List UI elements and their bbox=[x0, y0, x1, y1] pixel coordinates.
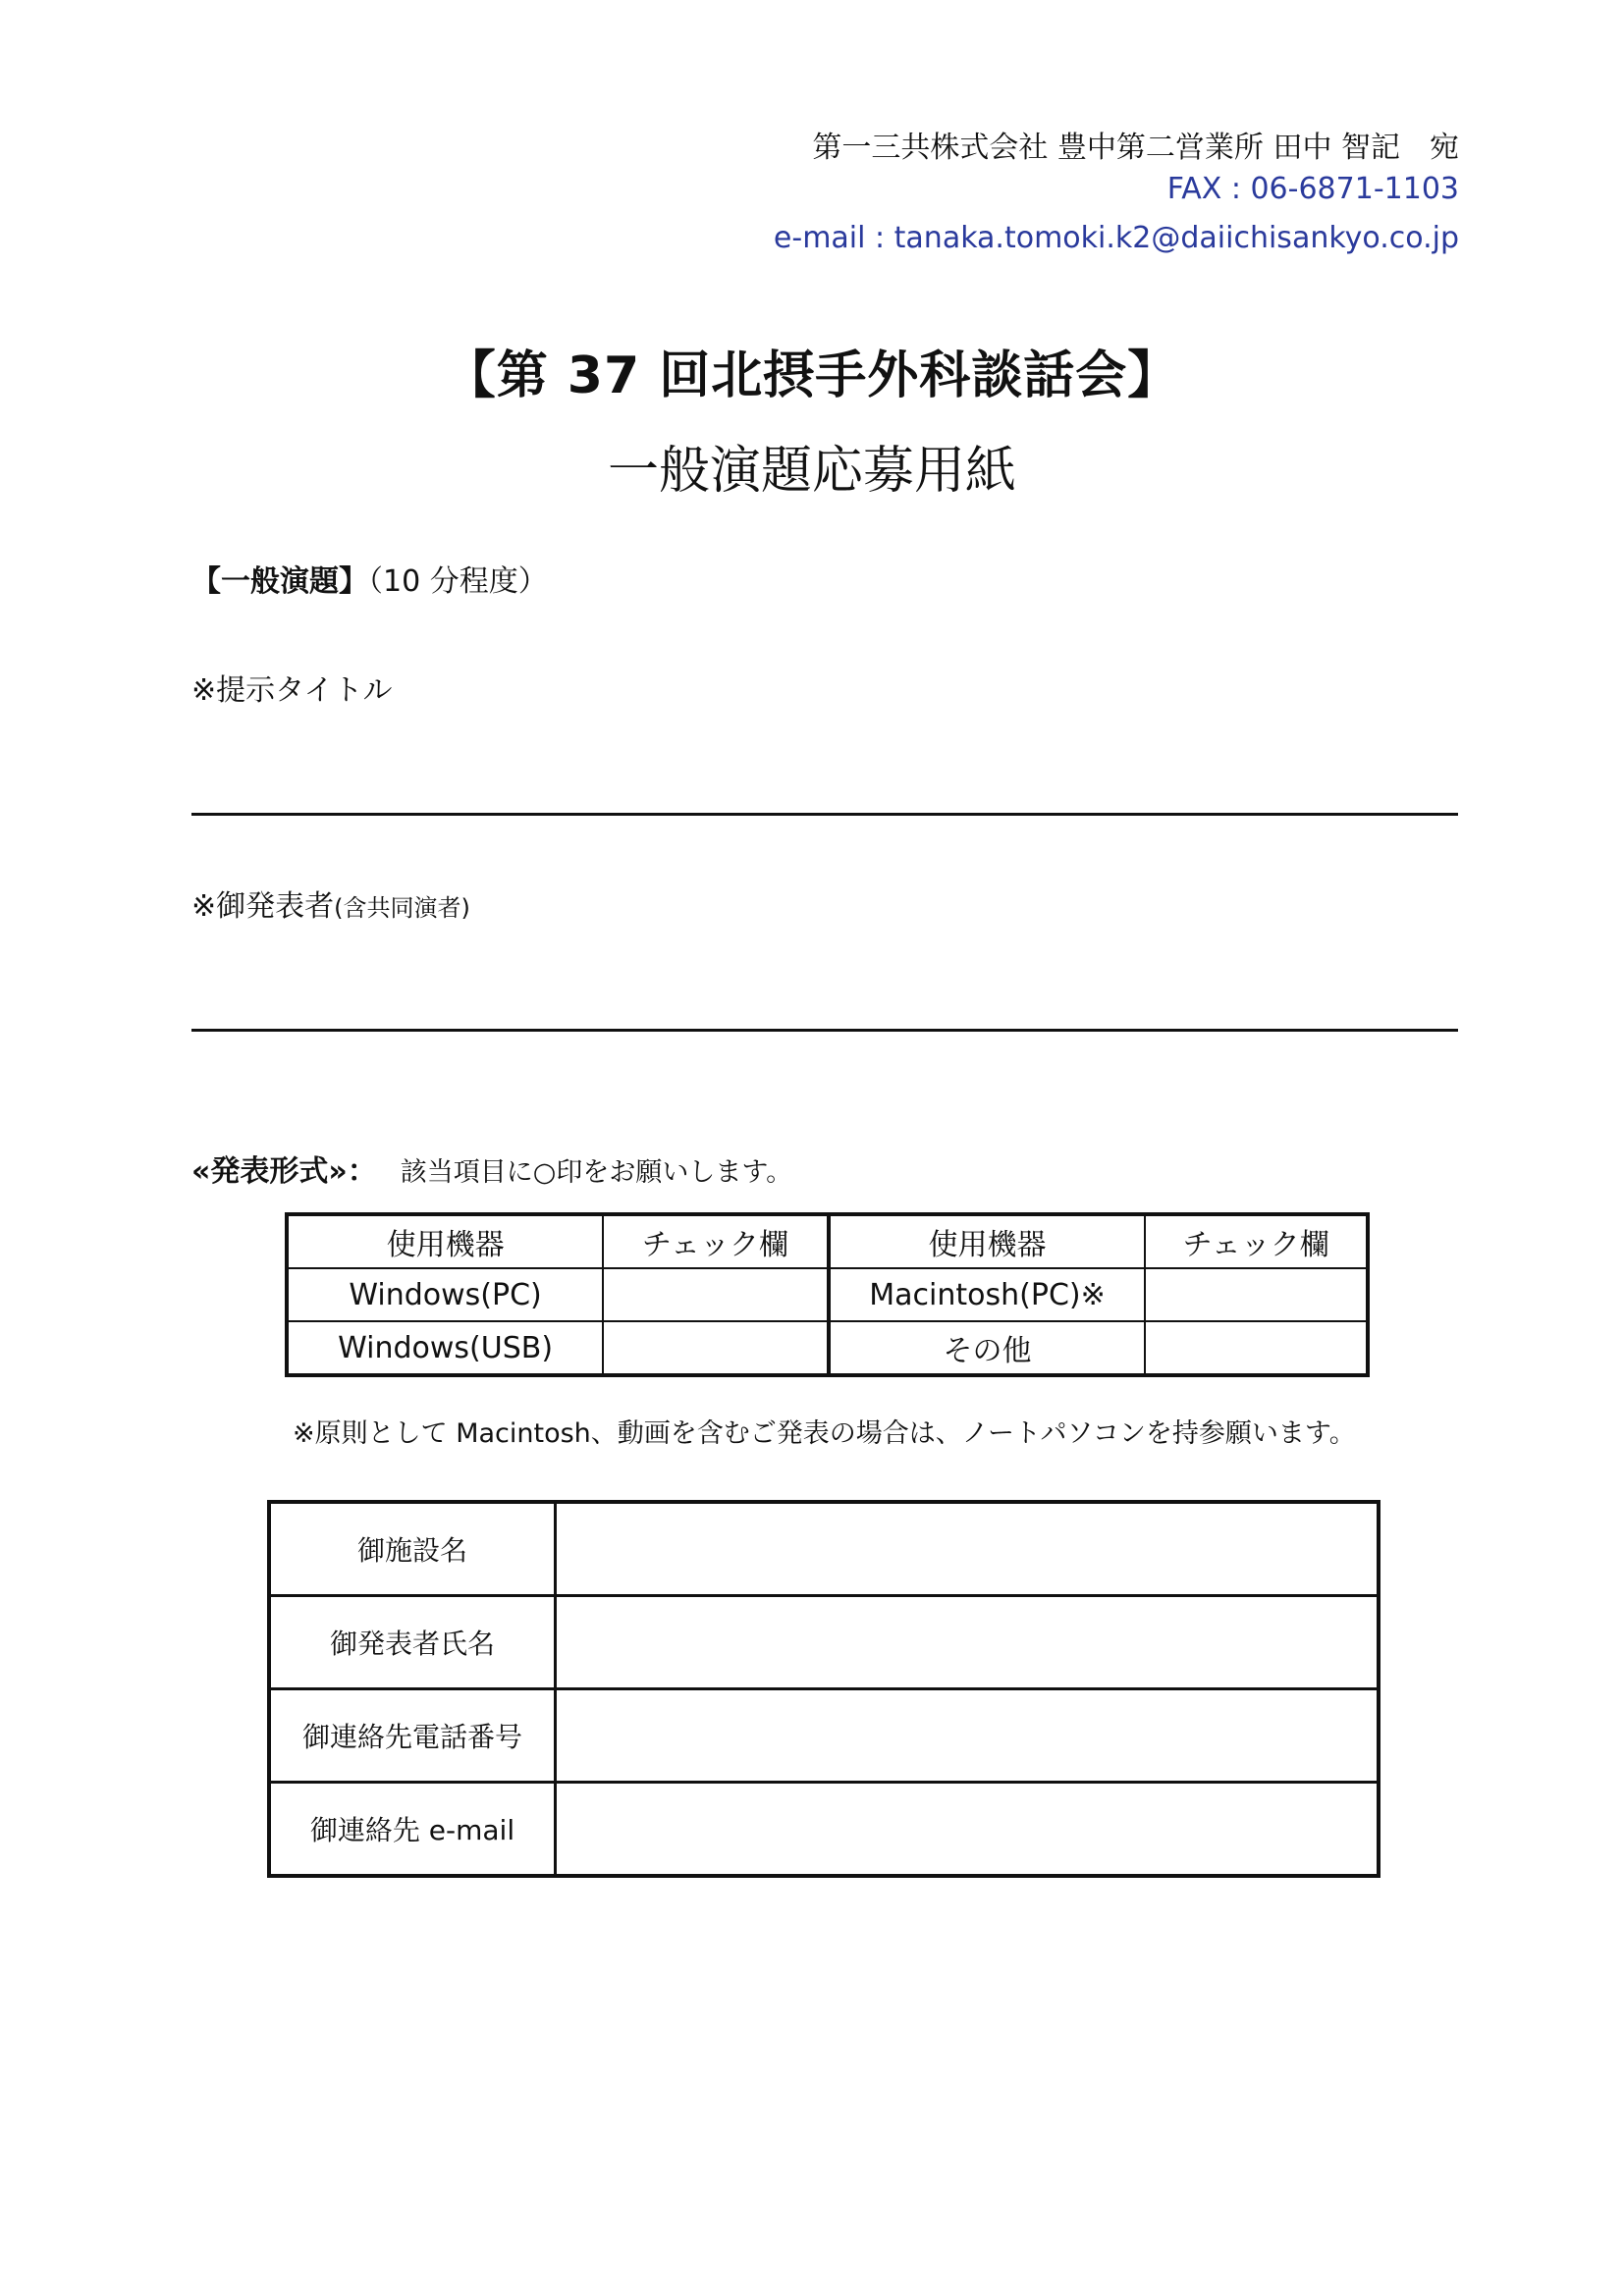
format-label: «発表形式»： bbox=[191, 1154, 377, 1189]
presentation-title-label: ※提示タイトル bbox=[191, 673, 393, 708]
device-macintosh-pc: Macintosh(PC)※ bbox=[829, 1268, 1146, 1321]
fax-number: FAX : 06-6871-1103 bbox=[1166, 172, 1459, 206]
contact-info-table bbox=[267, 1500, 1380, 1878]
device-note: ※原則として Macintosh、動画を含むご発表の場合は、ノートパソコンを持参願います。 bbox=[293, 1418, 1356, 1449]
check-windows-usb[interactable] bbox=[603, 1321, 828, 1375]
table-row bbox=[269, 1596, 1379, 1689]
general-topic-label: 【一般演題】 bbox=[191, 564, 368, 599]
table-row bbox=[287, 1268, 1368, 1321]
format-instruction: 該当項目に○印をお願いします。 bbox=[400, 1157, 793, 1188]
check-macintosh-pc[interactable] bbox=[1145, 1268, 1368, 1321]
device-windows-pc: Windows(PC) bbox=[287, 1268, 603, 1321]
check-other[interactable] bbox=[1145, 1321, 1368, 1375]
device-windows-usb: Windows(USB) bbox=[287, 1321, 603, 1375]
presenter-heading bbox=[191, 881, 470, 925]
email-address: e-mail : tanaka.tomoki.k2@daiichisankyo.co.jp bbox=[773, 221, 1459, 255]
check-windows-pc[interactable] bbox=[603, 1268, 828, 1321]
facility-name-label: 御施設名 bbox=[269, 1502, 556, 1596]
device-table-header bbox=[287, 1214, 1368, 1268]
document-subtitle: 一般演題応募用紙 bbox=[607, 442, 1016, 501]
presentation-title-line[interactable] bbox=[191, 813, 1458, 816]
presenter-line[interactable] bbox=[191, 1029, 1458, 1032]
presenter-name-field[interactable] bbox=[556, 1596, 1380, 1689]
device-other: その他 bbox=[829, 1321, 1146, 1375]
header-device-1: 使用機器 bbox=[287, 1214, 603, 1268]
table-row bbox=[269, 1689, 1379, 1783]
recipient-line: 第一三共株式会社 豊中第二営業所 田中 智記 宛 bbox=[812, 131, 1459, 165]
header-device-2: 使用機器 bbox=[829, 1214, 1146, 1268]
table-row bbox=[287, 1321, 1368, 1375]
table-row bbox=[269, 1502, 1379, 1596]
phone-field[interactable] bbox=[556, 1689, 1380, 1783]
email-label: 御連絡先 e-mail bbox=[269, 1783, 556, 1877]
presenter-name-label: 御発表者氏名 bbox=[269, 1596, 556, 1689]
general-topic-heading bbox=[191, 557, 548, 600]
facility-name-field[interactable] bbox=[556, 1502, 1380, 1596]
format-heading bbox=[191, 1147, 792, 1190]
table-row bbox=[269, 1783, 1379, 1877]
presenter-sub-label: (含共同演者) bbox=[334, 894, 470, 922]
presenter-label: ※御発表者 bbox=[191, 889, 335, 924]
device-table bbox=[285, 1212, 1370, 1377]
email-field[interactable] bbox=[556, 1783, 1380, 1877]
general-topic-duration: （10 分程度） bbox=[368, 564, 548, 599]
header-check-2: チェック欄 bbox=[1145, 1214, 1368, 1268]
header-check-1: チェック欄 bbox=[603, 1214, 828, 1268]
phone-label: 御連絡先電話番号 bbox=[269, 1689, 556, 1783]
document-title: 【第 37 回北摂手外科談話会】 bbox=[444, 347, 1180, 405]
